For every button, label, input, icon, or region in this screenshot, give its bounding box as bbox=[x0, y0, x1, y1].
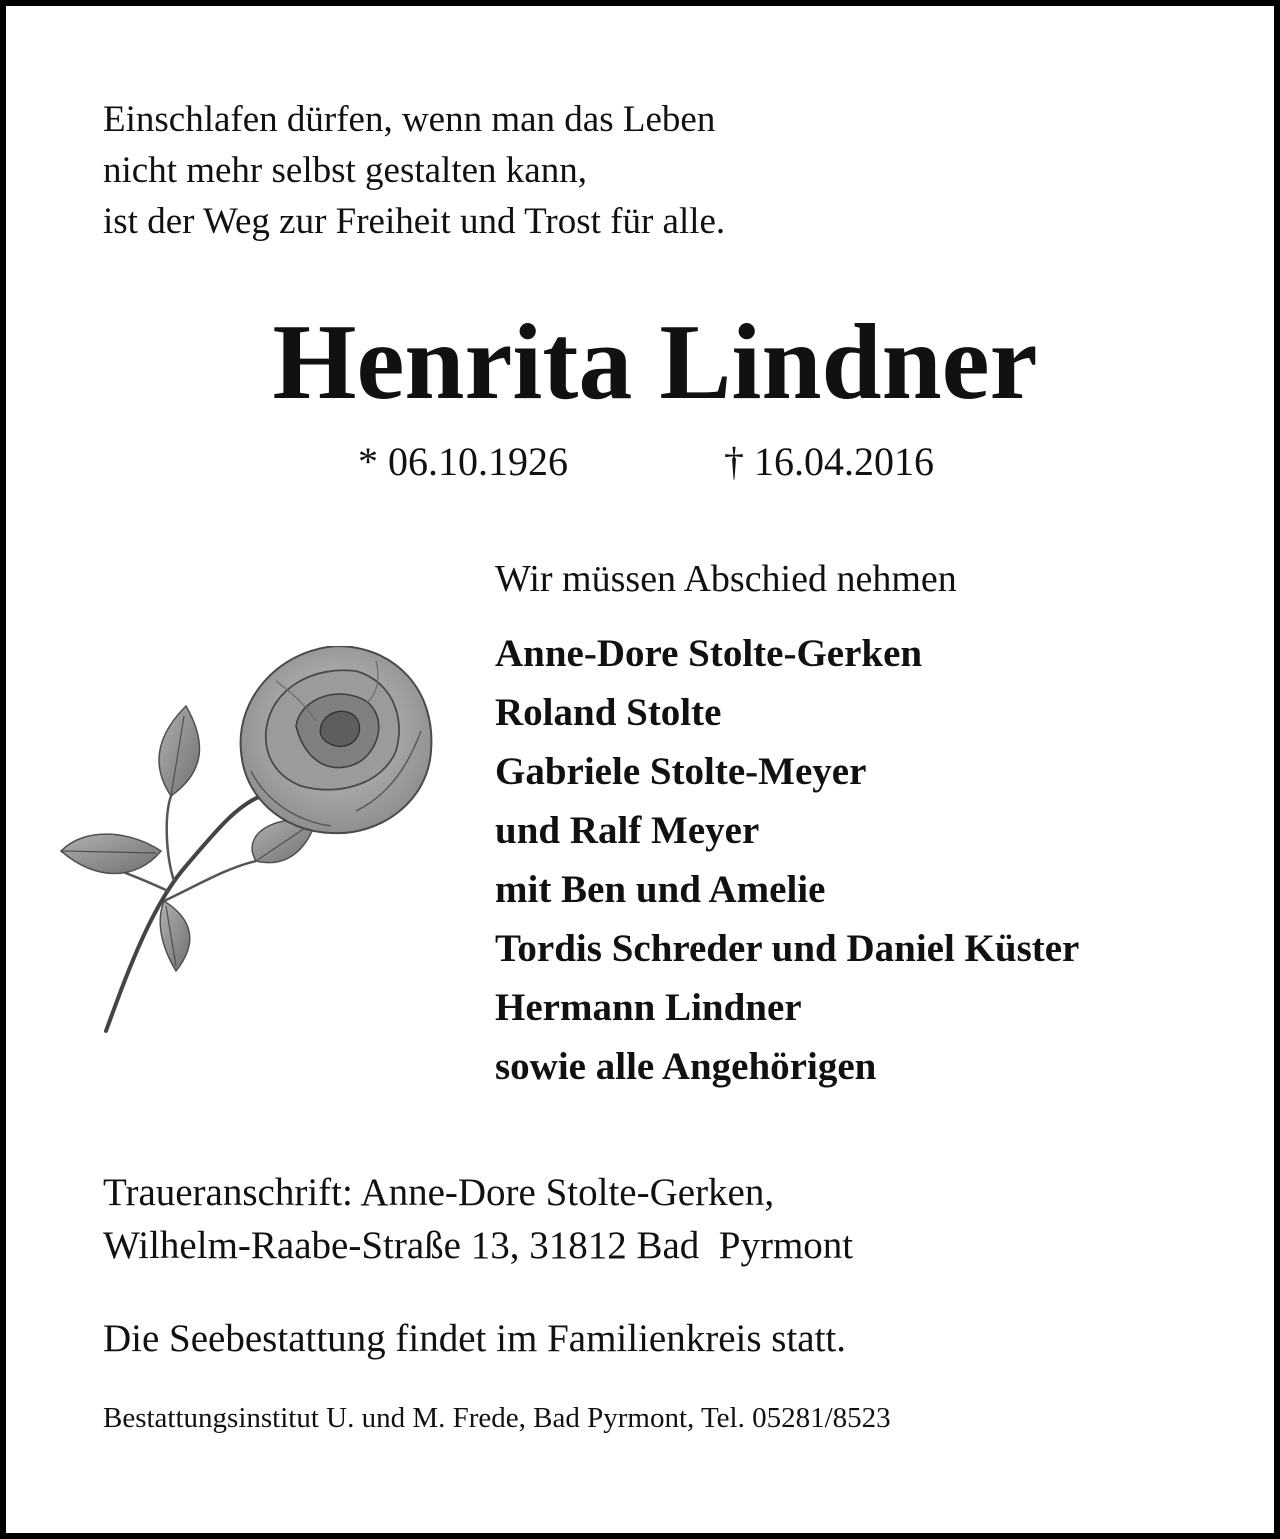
mourner-name: Anne-Dore Stolte-Gerken bbox=[495, 632, 923, 675]
mourner-name: Tordis Schreder und Daniel Küster bbox=[495, 927, 1080, 970]
mourning-address bbox=[103, 1166, 853, 1272]
address-line-2: Wilhelm-Raabe-Straße 13, 31812 Bad Pyrmont bbox=[103, 1224, 854, 1267]
motto-line-2: nicht mehr selbst gestalten kann, bbox=[103, 150, 587, 191]
rose-icon bbox=[56, 646, 446, 1036]
birth-date: * 06.10.1926 bbox=[358, 439, 568, 484]
mourner-name: Hermann Lindner bbox=[495, 986, 802, 1029]
mourner-name: mit Ben und Amelie bbox=[495, 868, 826, 911]
mourner-name: und Ralf Meyer bbox=[495, 809, 760, 852]
mourners-list bbox=[495, 624, 1079, 1096]
undertaker-info: Bestattungsinstitut U. und M. Frede, Bad Pyrmont, Tel. 05281/8523 bbox=[103, 1402, 891, 1434]
burial-note: Die Seebestattung findet im Familienkreis statt. bbox=[103, 1317, 847, 1360]
address-line-1: Traueranschrift: Anne-Dore Stolte-Gerken, bbox=[103, 1171, 775, 1214]
mourner-name: Gabriele Stolte-Meyer bbox=[495, 750, 867, 793]
motto-line-3: ist der Weg zur Freiheit und Trost für alle. bbox=[103, 201, 726, 242]
mourner-name: sowie alle Angehörigen bbox=[495, 1045, 877, 1088]
motto-line-1: Einschlafen dürfen, wenn man das Leben bbox=[103, 99, 716, 140]
farewell-line: Wir müssen Abschied nehmen bbox=[495, 558, 957, 600]
death-date: † 16.04.2016 bbox=[724, 439, 934, 484]
deceased-name: Henrita Lindner bbox=[272, 303, 1038, 422]
motto-verse bbox=[103, 94, 725, 247]
mourner-name: Roland Stolte bbox=[495, 691, 722, 734]
